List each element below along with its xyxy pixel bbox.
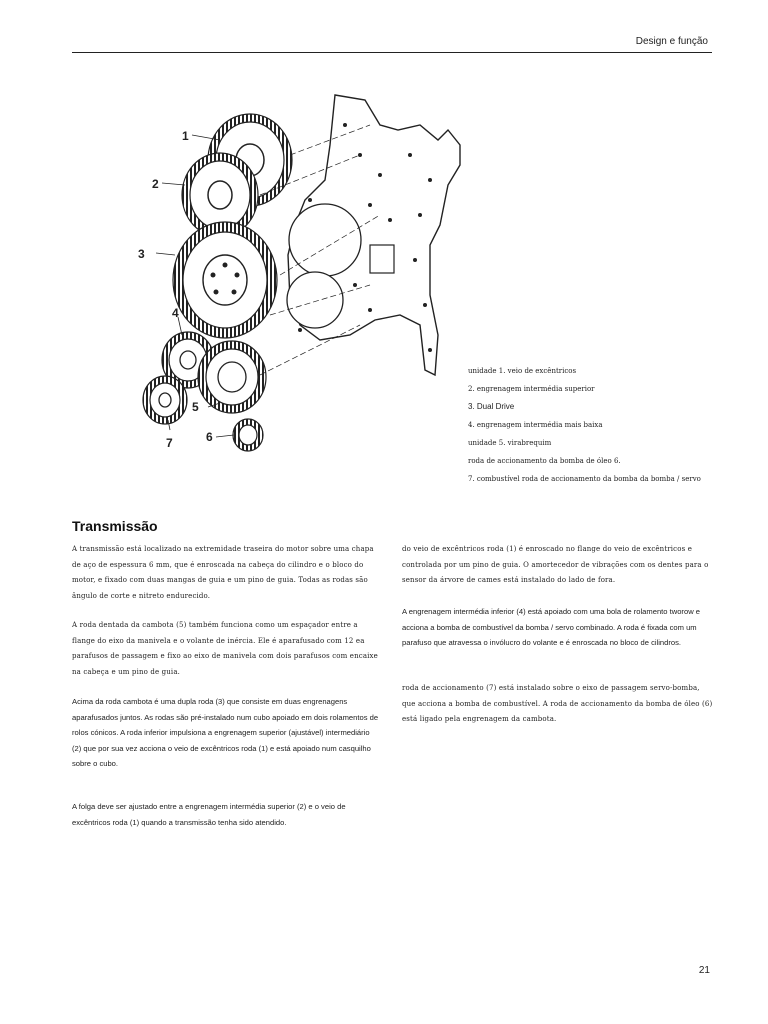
callout-1: 1 [182,129,189,143]
paragraph: A roda dentada da cambota (5) também funciona como um espaçador entre a flange do eixo da manivela e o volante de inércia. Ele é aparafusado com 12 ea parafusos de passagem e fixo ao eixo de manivela com dois parafusos com encaixe na cabeça e um pino de guia. [72,621,378,676]
legend-item: 2. engrenagem intermédia superior [468,385,595,393]
legend-item: 7. combustível roda de accionamento da bomba da bomba / servo [468,475,701,483]
page-number: 21 [698,965,710,976]
legend-item: roda de accionamento da bomba de óleo 6. [468,457,621,465]
paragraph: do veio de excêntricos roda (1) é enroscado no flange do veio de excêntricos e controlada por um pino de guia. O amortecedor de vibrações com os dentes para o sensor da árvore de cames está instalado do lado de fora. [402,545,709,584]
paragraph: A engrenagem intermédia inferior (4) está apoiado com uma bola de rolamento tworow e acciona a bomba de combustível da bomba / servo combinado. A roda é fixada com um parafuso que atravessa o invólucro do volante e é enroscada no bloco de cilindros. [402,607,701,647]
callout-2: 2 [152,177,159,191]
header-rule [72,52,712,53]
legend-item: 4. engrenagem intermédia mais baixa [468,421,603,429]
callout-5: 5 [192,400,199,414]
callout-4: 4 [172,306,179,320]
legend-item: unidade 5. virabrequim [468,439,552,447]
gear-train-diagram [130,85,480,465]
callout-6: 6 [206,430,213,444]
callout-3: 3 [138,247,145,261]
legend-item: 3. Dual Drive [468,402,515,411]
running-header: Design e função [635,36,708,47]
callout-7: 7 [166,436,173,450]
paragraph: roda de accionamento (7) está instalado sobre o eixo de passagem servo-bomba, que acciona a bomba de combustível. A roda de accionamento da bomba de óleo (6) está ligado pela engrenagem da cambota. [402,684,713,723]
paragraph: Acima da roda cambota é uma dupla roda (3) que consiste em duas engrenagens aparafusados juntos. As rodas são pré-instalado num cubo apoiado em dois rolamentos de rolos cónicos. A roda inferior impulsiona a engrenagem superior (ajustável) intermediário (2) que por sua vez acciona o veio de excêntricos roda (1) e está apoiado num casquilho sobre o cubo. [72,697,379,768]
section-title: Transmissão [72,518,158,534]
legend-item: unidade 1. veio de excêntricos [468,367,577,375]
diagram-legend [468,362,718,488]
paragraph: A folga deve ser ajustado entre a engrenagem intermédia superior (2) e o veio de excêntricos roda (1) quando a transmissão tenha sido atendido. [72,802,346,827]
paragraph: A transmissão está localizado na extremidade traseira do motor sobre uma chapa de aço de espessura 6 mm, que é enroscada na cabeça do cilindro e o bloco do motor, e fixado com duas mangas de guia e um pino de guia. Todas as rodas são ângulo de corte e nitreto endurecido. [72,545,374,600]
